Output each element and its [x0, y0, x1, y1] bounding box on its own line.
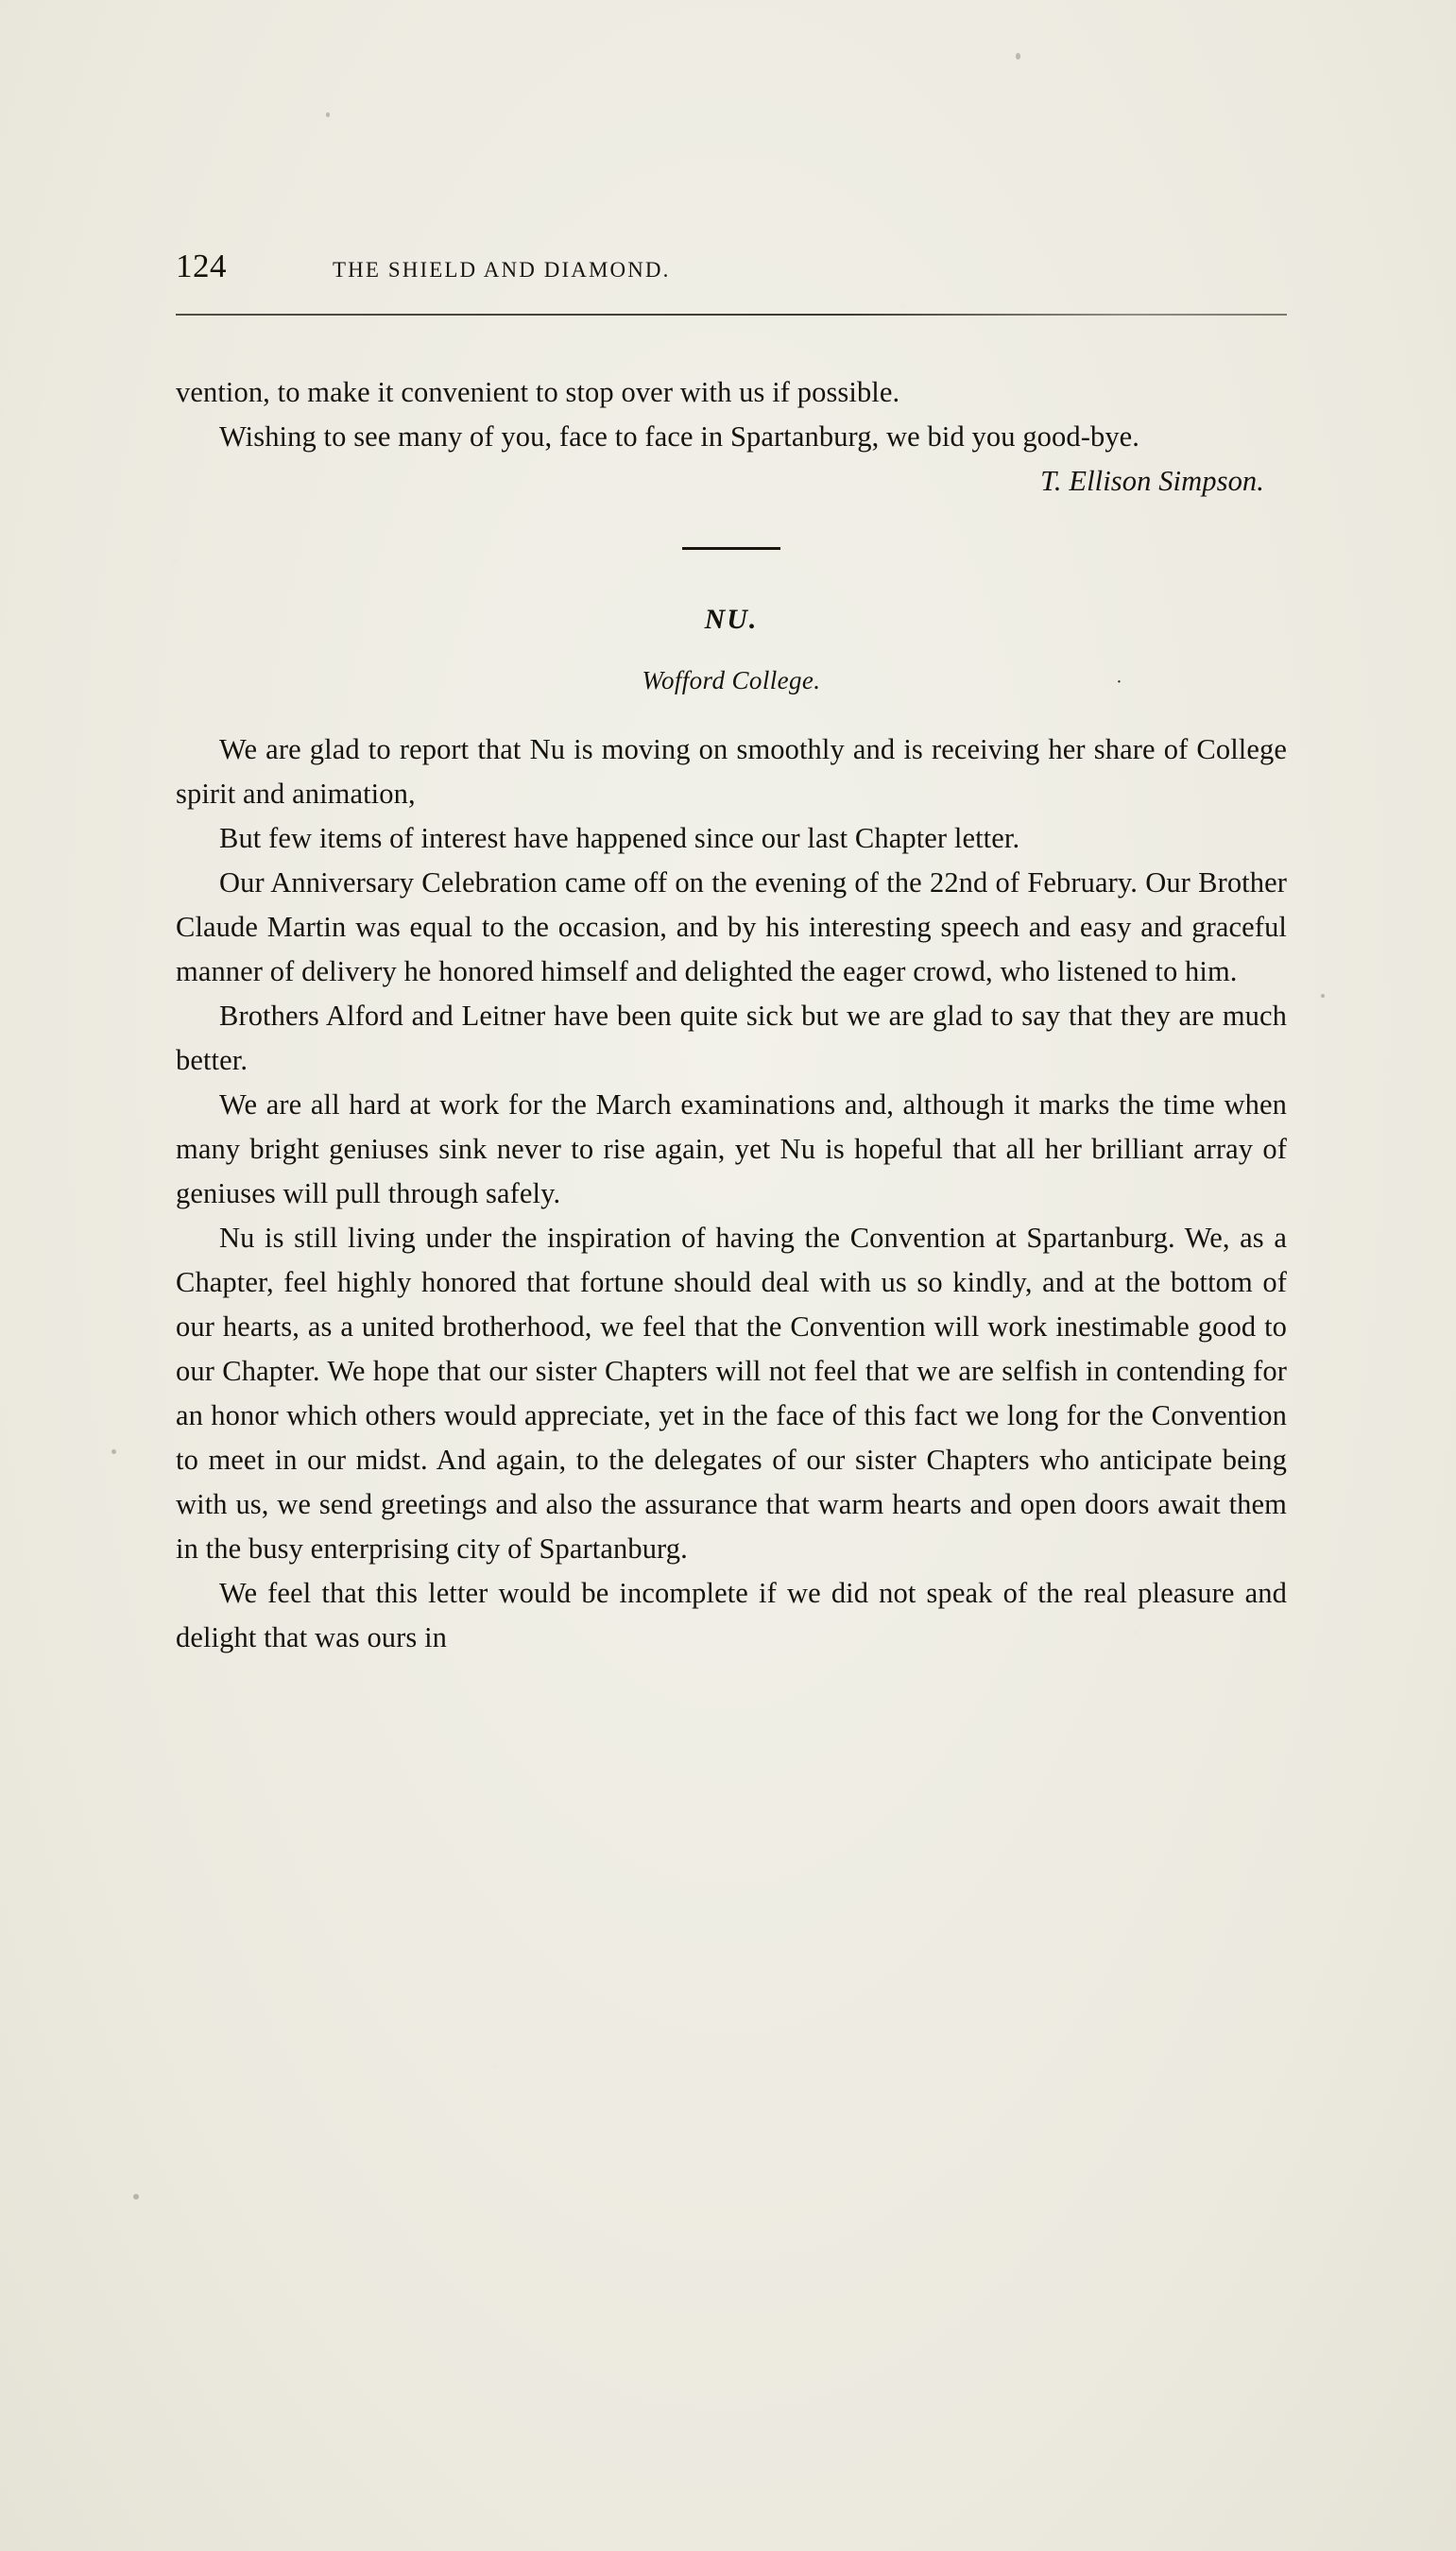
paragraph-continued: vention, to make it convenient to stop over with us if possible. — [176, 376, 900, 408]
signature-line — [176, 459, 1287, 504]
letter-paragraph: Brothers Alford and Leitner have been quite sick but we are glad to say that they are much better. — [176, 1000, 1287, 1076]
letter-paragraph: Our Anniversary Celebration came off on the evening of the 22nd of February. Our Brother Claude Martin was equal to the occasion, and by his interesting speech and easy and graceful manner of delivery he honored himself and delighted the eager crowd, who listened to him. — [176, 866, 1287, 987]
letter-paragraph: We are all hard at work for the March examinations and, although it marks the time when many bright geniuses sink never to rise again, yet Nu is hopeful that all her brilliant array of geniuses will pull through safely. — [176, 1088, 1287, 1209]
paper-speck — [133, 2194, 139, 2200]
letter-paragraph: Nu is still living under the inspiration of having the Convention at Spartanburg. We, as a Chapter, feel highly honored that fortune should deal with us so kindly, and at the bottom of our hearts, as a united brotherhood, we feel that the Convention will work inestimable good to our Chapter. We hope that our sister Chapters will not feel that we are selfish in contending for an honor which others would appreciate, yet in the face of this fact we long for the Convention to meet in our midst. And again, to the delegates of our sister Chapters who anticipate being with us, we send greetings and also the assurance that warm hearts and open doors await them in the busy enterprising city of Spartanburg. — [176, 1222, 1287, 1565]
signature-name: T. Ellison Simpson. — [1040, 465, 1264, 497]
body-text — [176, 370, 1287, 1660]
paragraph-closing: Wishing to see many of you, face to face in Spartanburg, we bid you good-bye. — [219, 420, 1140, 453]
letter-paragraph: We are glad to report that Nu is moving on smoothly and is receiving her share of College spirit and animation, — [176, 733, 1287, 810]
letter-paragraph: We feel that this letter would be incomplete if we did not speak of the real pleasure and delight that was ours in — [176, 1577, 1287, 1653]
signature-spacer — [176, 459, 183, 504]
continued-letter-block — [176, 370, 1287, 459]
page-content — [176, 248, 1287, 1660]
running-head: THE SHIELD AND DIAMOND. — [333, 258, 671, 282]
paper-speck — [326, 112, 330, 117]
letter-body — [176, 728, 1287, 1660]
chapter-subheading — [176, 659, 1287, 703]
chapter-subheading-text: Wofford College. — [642, 666, 821, 694]
paper-speck — [1321, 994, 1325, 998]
divider-rule — [682, 547, 780, 550]
section-divider — [176, 547, 1287, 550]
chapter-heading: NU. — [704, 604, 759, 635]
stray-mark-icon: · — [1116, 672, 1122, 693]
paper-speck — [1016, 53, 1020, 60]
paper-speck — [111, 1449, 116, 1454]
header-rule — [176, 314, 1287, 316]
letter-paragraph: But few items of interest have happened since our last Chapter letter. — [219, 822, 1020, 854]
page-number: 124 — [176, 248, 227, 284]
page-header — [176, 248, 1287, 289]
